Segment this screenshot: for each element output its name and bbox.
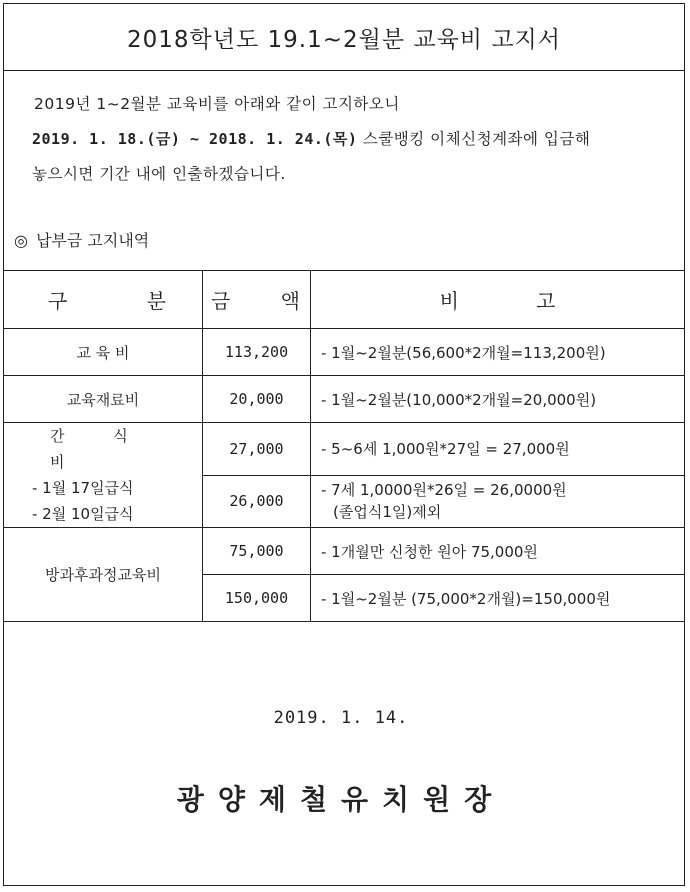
amount-cell: 26,000 bbox=[203, 475, 311, 528]
header-amount: 금 액 bbox=[203, 271, 311, 329]
table-row bbox=[4, 329, 685, 376]
note-line: (졸업식1일)제외 bbox=[333, 503, 442, 522]
section-heading-label: 납부금 고지내역 bbox=[35, 231, 150, 250]
amount-cell: 150,000 bbox=[203, 575, 311, 622]
payment-period: 2019. 1. 18.(금) ~ 2018. 1. 24.(목) bbox=[32, 130, 358, 148]
table-row bbox=[4, 376, 685, 423]
amount-cell: 27,000 bbox=[203, 423, 311, 476]
snack-category-cell bbox=[4, 423, 203, 528]
intro-line-1: 2019년 1~2월분 교육비를 아래와 같이 고지하오니 bbox=[34, 95, 400, 113]
afterschool-category-cell: 방과후과정교육비 bbox=[4, 528, 203, 622]
snack-category-label: 간 식 비 bbox=[50, 427, 150, 471]
table-row bbox=[4, 528, 685, 575]
category-cell: 교 육 비 bbox=[4, 329, 203, 376]
header-note: 비 고 bbox=[311, 271, 685, 329]
amount-cell: 20,000 bbox=[203, 376, 311, 423]
table-header-row bbox=[4, 271, 685, 329]
note-line: - 7세 1,0000원*26일 = 26,0000원 bbox=[321, 481, 567, 500]
note-cell: - 5~6세 1,000원*27일 = 27,000원 bbox=[311, 423, 685, 476]
snack-exclusion-2: - 2월 10일급식 bbox=[32, 505, 134, 523]
intro-line-3: 놓으시면 기간 내에 인출하겠습니다. bbox=[32, 165, 286, 183]
snack-exclusion-1: - 1월 17일급식 bbox=[32, 479, 134, 497]
bullseye-icon: ◎ bbox=[14, 231, 28, 250]
note-cell: - 1개월만 신청한 원아 75,000원 bbox=[311, 528, 685, 575]
fee-table bbox=[3, 270, 685, 622]
title-box bbox=[4, 4, 684, 71]
section-heading bbox=[14, 228, 149, 251]
intro-line-2 bbox=[32, 122, 684, 157]
category-cell: 교육재료비 bbox=[4, 376, 203, 423]
amount-cell: 113,200 bbox=[203, 329, 311, 376]
amount-cell: 75,000 bbox=[203, 528, 311, 575]
signer-name: 광양제철유치원장 bbox=[176, 783, 506, 816]
header-category: 구 분 bbox=[4, 271, 203, 329]
note-cell: - 1월~2월분(56,600*2개월=113,200원) bbox=[311, 329, 685, 376]
note-cell: - 1월~2월분 (75,000*2개월)=150,000원 bbox=[311, 575, 685, 622]
intro-paragraph bbox=[4, 71, 684, 192]
issue-date: 2019. 1. 14. bbox=[273, 708, 409, 728]
note-cell: - 1월~2월분(10,000*2개월=20,000원) bbox=[311, 376, 685, 423]
note-cell bbox=[311, 475, 685, 528]
document-title: 2018학년도 19.1~2월분 교육비 고지서 bbox=[127, 26, 561, 53]
table-row bbox=[4, 423, 685, 476]
intro-line-2-rest: 스쿨뱅킹 이체신청계좌에 입금해 bbox=[357, 130, 591, 148]
